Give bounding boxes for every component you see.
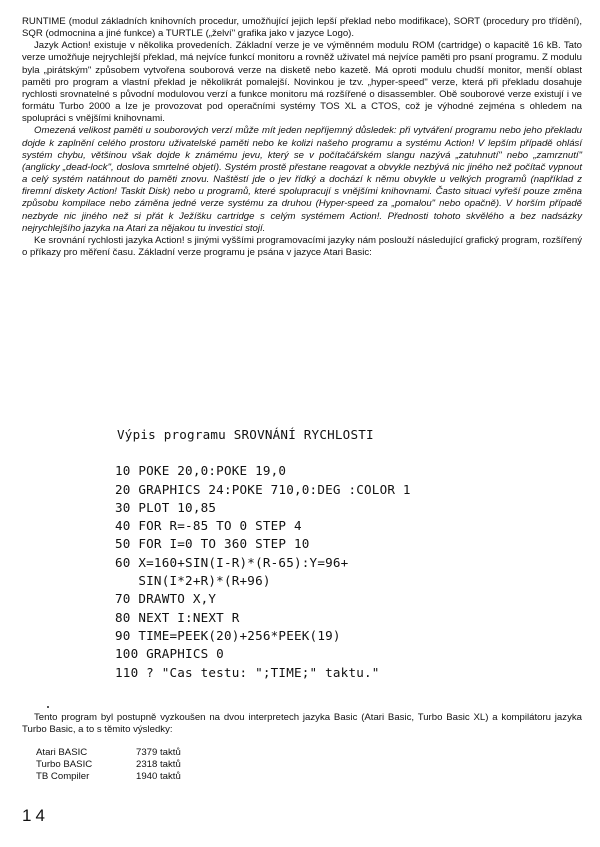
result-row bbox=[36, 759, 181, 771]
listing-line: 110 ? "Cas testu: ";TIME;" taktu." bbox=[115, 664, 380, 680]
listing-line: SIN(I*2+R)*(R+96) bbox=[115, 573, 271, 589]
listing-line: 40 FOR R=-85 TO 0 STEP 4 bbox=[115, 518, 302, 534]
result-row bbox=[36, 747, 181, 759]
bullet-dot bbox=[47, 706, 49, 708]
result-name: Atari BASIC bbox=[36, 747, 88, 758]
listing-line: 10 POKE 20,0:POKE 19,0 bbox=[115, 463, 287, 479]
result-value: 2318 taktů bbox=[136, 759, 181, 771]
body-text bbox=[22, 16, 582, 259]
result-name: TB Compiler bbox=[36, 771, 90, 783]
paragraph-modules: RUNTIME (modul základních knihovních procedur, umožňující jejich lepší překlad nebo modifikace), SORT (procedury pro třídění), SQR (odmocnina a jiné funkce) a TURTLE („želví" grafika jako v jazyce Logo). bbox=[22, 16, 582, 40]
listing-line: 50 FOR I=0 TO 360 STEP 10 bbox=[115, 536, 310, 552]
paragraph-speed-comparison: Ke srovnání rychlosti jazyka Action! s jinými vyššími programovacími jazyky nám poslouží následující grafický program, rozšířený o příkazy pro měření času. Základní verze programu je psána v jazyce Atari Basic: bbox=[22, 234, 582, 258]
result-name: Turbo BASIC bbox=[36, 759, 93, 771]
listing-line: 80 NEXT I:NEXT R bbox=[115, 609, 240, 625]
result-value: 1940 taktů bbox=[136, 771, 181, 783]
listing-line: 60 X=160+SIN(I-R)*(R-65):Y=96+ bbox=[115, 554, 349, 570]
result-row bbox=[36, 771, 181, 783]
listing-line: 70 DRAWTO X,Y bbox=[115, 591, 217, 607]
listing-line: 30 PLOT 10,85 bbox=[115, 499, 217, 515]
results-intro bbox=[22, 712, 582, 736]
page-number: 14 bbox=[22, 806, 49, 825]
result-value: 7379 taktů bbox=[136, 747, 181, 758]
results-table bbox=[36, 747, 181, 784]
paragraph-memory-warning: Omezená velikost paměti u souborových verzí může mít jeden nepříjemný důsledek: při vytváření programu nebo jeho překladu dojde k zaplnění celého prostoru uživatelské paměti nebo ke kolizi našeho programu a systému Action! V lepším případě ohlásí systém chybu, většinou však dojde k známému jevu, který se v počítačářském slangu nazývá „zatuhnutí" nebo „zamrznutí" (anglicky „dead-lock", doslova smrtelné objetí). Systém prostě přestane reagovat a obvykle nezbývá nic jiného než počítač vypnout a celý systém natáhnout do paměti znovu. Naštěstí jde o jev řídký a dochází k němu obvykle u velkých programů (například z firemní diskety Action! Taskit Disk) nebo u programů, které spolupracují s vnějšími knihovnami. Často situaci vyřeší pouze změna způsobu kompilace nebo záměna jedné verze systému za druhou (Hyper-speed za „pomalou" nebo opačně). V horším případě nezbyde nic jiného než si přát k Ježíšku cartridge s celým systémem Action!. Přednosti tohoto skvělého a bez nadsázky nejrychlejšího jazyka na Atari za nějakou tu investici stojí. bbox=[22, 125, 582, 234]
listing-title: Výpis programu SROVNÁNÍ RYCHLOSTI bbox=[117, 427, 374, 442]
paragraph-versions: Jazyk Action! existuje v několika provedeních. Základní verze je ve výměnném modulu ROM (cartridge) o kapacitě 16 kB. Tato verze umožňuje nejrychlejší překlad, má nejvíce funkcí monitoru a rovněž uživatel má nejvíce paměti pro psaní programu. Z modulu byla „pirátským" způsobem vytvořena souborová verze na disketě nebo kazetě. Má oproti modulu chudší monitor, menší oblast paměti pro program a vlastní překlad je několikrát pomalejší. Novinkou je tzv. „hyper-speed" verze, která při překladu dosahuje rychlosti srovnatelné s původní modulovou verzí a funkce monitoru má rozšířené o disassembler. Obě souborové verze existují i ve formátu Turbo 2000 a lze je provozovat pod operačními systémy TOS XL a CTOS, což je výhodné zejména s ohledem na spolupráci s vnějšími knihovnami. bbox=[22, 40, 582, 125]
program-listing bbox=[115, 426, 555, 682]
paragraph-results: Tento program byl postupně vyzkoušen na dvou interpretech jazyka Basic (Atari Basic, Turbo Basic XL) a kompilátoru jazyka Turbo Basic, a to s těmito výsledky: bbox=[22, 712, 582, 736]
listing-line: 90 TIME=PEEK(20)+256*PEEK(19) bbox=[115, 627, 341, 643]
listing-line: 100 GRAPHICS 0 bbox=[115, 646, 224, 662]
listing-line: 20 GRAPHICS 24:POKE 710,0:DEG :COLOR 1 bbox=[115, 481, 411, 497]
